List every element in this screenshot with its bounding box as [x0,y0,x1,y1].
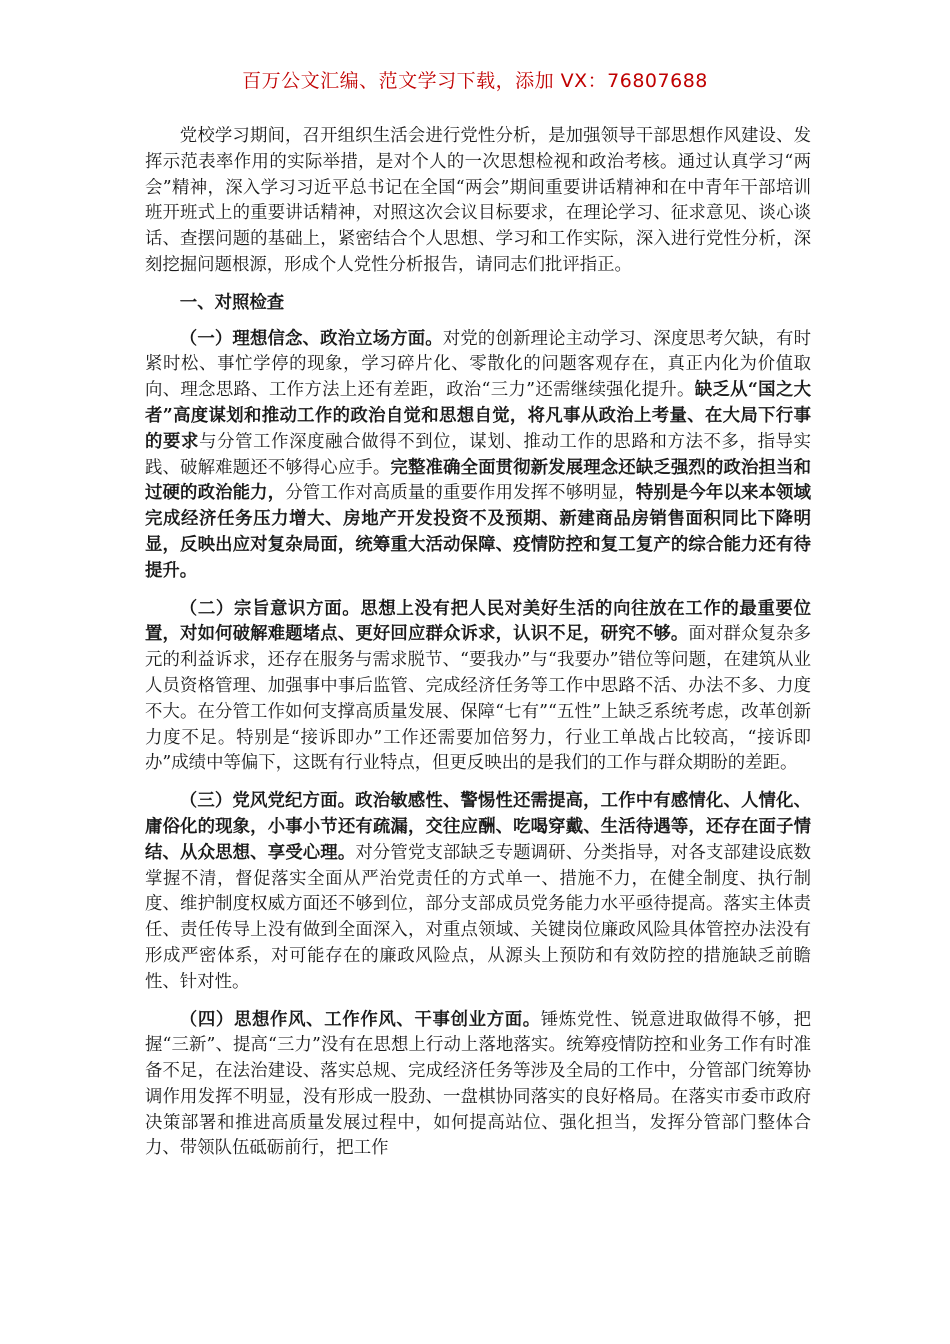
paragraph-lead: （三）党风党纪方面。 [179,791,356,812]
watermark-banner: 百万公文汇编、范文学习下载，添加 VX：76807688 [242,70,708,92]
intro-paragraph: 党校学习期间，召开组织生活会进行党性分析，是加强领导干部思想作风建设、发挥示范表率作用的实际举措，是对个人的一次思想检视和政治考核。通过认真学习“两会”精神，深入学习习近平总书记在全国“两会”期间重要讲话精神和在中青年干部培训班开班式上的重要讲话精神，对照这次会议目标要求，在理论学习、征求意见、谈心谈话、查摆问题的基础上，紧密结合个人思想、学习和工作实际，深入进行党性分析，深刻挖掘问题根源，形成个人党性分析报告，请同志们批评指正。 [145,126,811,275]
document-body [145,124,811,1174]
paragraph-lead: （四）思想作风、工作作风、干事创业方面。 [179,1009,541,1030]
paragraph-lead: （二）宗旨意识方面。 [179,598,361,619]
paragraph-text: 对分管党支部缺乏专题调研、分类指导，对各支部建设底数掌握不清，督促落实全面从严治党责任的方式单一、措施不力，在健全制度、执行制度、维护制度权威方面还不够到位，部分支部成员党务能力水平亟待提高。落实主体责任、责任传导上没有做到全面深入，对重点领域、关键岗位廉政风险具体管控办法没有形成严密体系，对可能存在的廉政风险点，从源头上预防和有效防控的措施缺乏前瞻性、针对性。 [145,842,811,992]
paragraph-emphasis: 思想上没有把人民对美好生活的向往放在工作的最重要位置，对如何破解难题堵点、更好回应群众诉求，认识不足，研究不够。 [145,598,811,645]
paragraph-discipline [145,789,811,995]
paragraph-emphasis: 政治敏感性、警惕性还需提高，工作中有感情化、人情化、庸俗化的现象，小事小节还有疏漏，交往应酬、吃喝穿戴、生活待遇等，还存在面子情结、从众思想、享受心理。 [145,791,811,863]
paragraph-lead: （一）理想信念、政治立场方面。 [179,328,443,349]
paragraph-emphasis: 缺乏从“国之大者”高度谋划和推动工作的政治自觉和思想自觉，将凡事从政治上考量、在大局下行事的要求 [145,380,811,452]
paragraph-work-style [145,1008,811,1163]
paragraph-text: 对党的创新理论主动学习、深度思考欠缺，有时紧时松、事忙学停的现象，学习碎片化、零散化的问题客观存在，真正内化为价值取向、理念思路、工作方法上还有差距，政治“三力”还需继续强化提升。 [145,328,811,401]
paragraph-text: 面对群众复杂多元的利益诉求，还存在服务与需求脱节、“要我办”与“我要办”错位等问题，在建筑从业人员资格管理、加强事中事后监管、完成经济任务等工作中思路不活、办法不多、力度不大。在分管工作如何支撑高质量发展、保障“七有”“五性”上缺乏系统考虑，改革创新力度不足。特别是“接诉即办”工作还需要加倍努力，行业工单战占比较高，“接诉即办”成绩中等偏下，这既有行业特点，但更反映出的是我们的工作与群众期盼的差距。 [145,624,811,774]
paragraph-text: 分管工作对高质量的重要作用发挥不够明显， [285,483,636,504]
section-heading: 一、对照检查 [179,292,285,313]
paragraph-ideals [145,327,811,585]
paragraph-text: 锤炼党性、锐意进取做得不够，把握“三新”、提高“三力”没有在思想上行动上落地落实。统筹疫情防控和业务工作有时准备不足，在法治建设、落实总规、完成经济任务等涉及全局的工作中，分管部门统筹协调作用发挥不明显，没有形成一股劲、一盘棋协同落实的良好格局。在落实市委市政府决策部署和推进高质量发展过程中，如何提高站位、强化担当，发挥分管部门整体合力、带领队伍砥砺前行，把工作 [145,1009,811,1159]
paragraph-text: 与分管工作深度融合做得不到位，谋划、推动工作的思路和方法不多，指导实践、破解难题还不够得心应手。 [145,431,811,478]
paragraph-purpose [145,597,811,778]
paragraph-emphasis: 特别是今年以来本领域完成经济任务压力增大、房地产开发投资不及预期、新建商品房销售面积同比下降明显，反映出应对复杂局面，统筹重大活动保障、疫情防控和复工复产的综合能力还有待提升。 [145,483,811,581]
paragraph-emphasis: 完整准确全面贯彻新发展理念还缺乏强烈的政治担当和过硬的政治能力， [145,457,811,504]
